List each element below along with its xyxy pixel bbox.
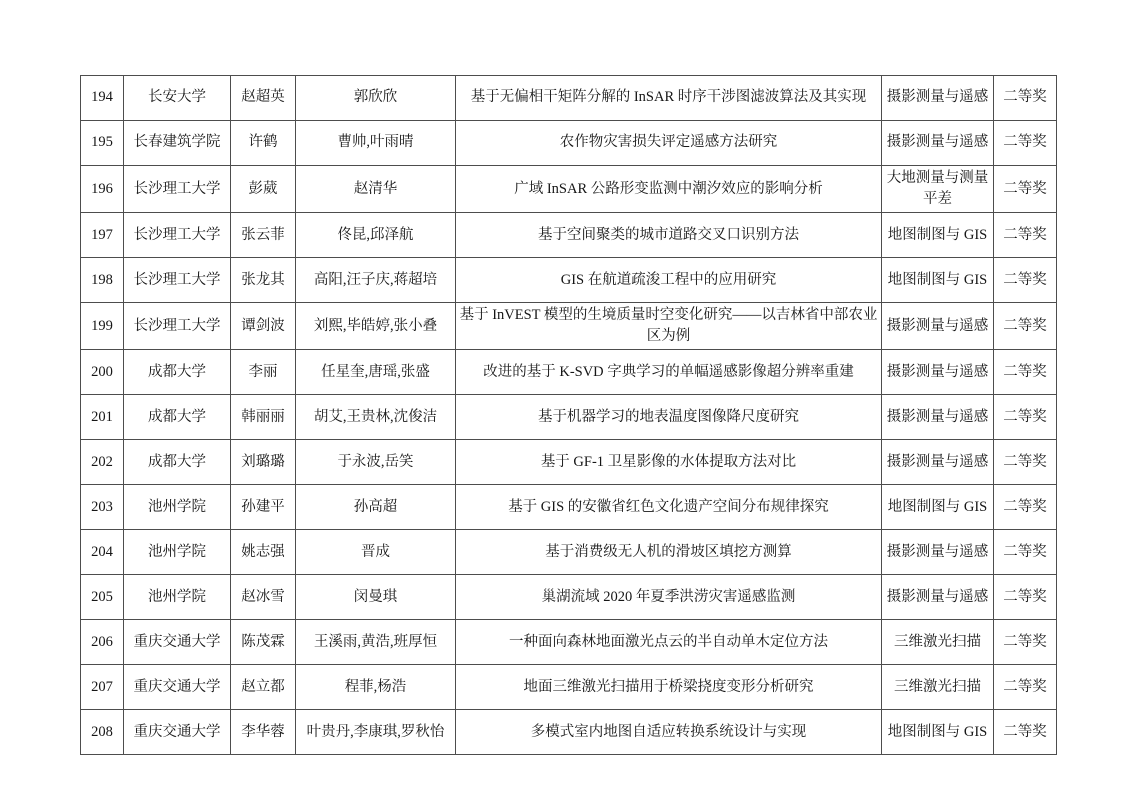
table-row [81,710,1057,755]
cell-entry-number: 208 [81,710,124,755]
cell-entry-number: 206 [81,620,124,665]
cell-category: 摄影测量与遥感 [882,76,994,121]
cell-award-level: 二等奖 [994,395,1057,440]
cell-author-name: 李华蓉 [231,710,296,755]
cell-team-members: 郭欣欣 [296,76,456,121]
cell-category: 摄影测量与遥感 [882,395,994,440]
cell-team-members: 曹帅,叶雨晴 [296,121,456,166]
table-row [81,395,1057,440]
cell-category: 三维激光扫描 [882,665,994,710]
cell-award-level: 二等奖 [994,620,1057,665]
cell-entry-number: 201 [81,395,124,440]
cell-author-name: 许鹤 [231,121,296,166]
cell-entry-number: 198 [81,258,124,303]
awards-table-body [81,76,1057,755]
table-row [81,258,1057,303]
table-row [81,665,1057,710]
cell-award-level: 二等奖 [994,76,1057,121]
cell-entry-number: 204 [81,530,124,575]
cell-award-level: 二等奖 [994,710,1057,755]
cell-university: 成都大学 [124,395,231,440]
cell-category: 地图制图与 GIS [882,258,994,303]
cell-author-name: 韩丽丽 [231,395,296,440]
cell-project-title: 多模式室内地图自适应转换系统设计与实现 [456,710,882,755]
cell-award-level: 二等奖 [994,665,1057,710]
cell-university: 重庆交通大学 [124,620,231,665]
cell-entry-number: 203 [81,485,124,530]
cell-award-level: 二等奖 [994,575,1057,620]
cell-project-title: 基于 GIS 的安徽省红色文化遗产空间分布规律探究 [456,485,882,530]
cell-project-title: 一种面向森林地面激光点云的半自动单木定位方法 [456,620,882,665]
table-row [81,213,1057,258]
cell-author-name: 刘璐璐 [231,440,296,485]
cell-project-title: 广域 InSAR 公路形变监测中潮汐效应的影响分析 [456,166,882,213]
cell-team-members: 孙高超 [296,485,456,530]
cell-award-level: 二等奖 [994,166,1057,213]
cell-project-title: 基于无偏相干矩阵分解的 InSAR 时序干涉图滤波算法及其实现 [456,76,882,121]
cell-team-members: 赵清华 [296,166,456,213]
cell-university: 长沙理工大学 [124,166,231,213]
cell-project-title: 改进的基于 K-SVD 字典学习的单幅遥感影像超分辨率重建 [456,350,882,395]
awards-table [80,75,1057,755]
cell-project-title: 基于 InVEST 模型的生境质量时空变化研究——以吉林省中部农业区为例 [456,303,882,350]
cell-category: 摄影测量与遥感 [882,530,994,575]
cell-author-name: 赵立都 [231,665,296,710]
cell-team-members: 闵曼琪 [296,575,456,620]
cell-author-name: 李丽 [231,350,296,395]
cell-category: 地图制图与 GIS [882,213,994,258]
cell-university: 重庆交通大学 [124,710,231,755]
cell-team-members: 于永波,岳笑 [296,440,456,485]
cell-university: 长春建筑学院 [124,121,231,166]
cell-category: 摄影测量与遥感 [882,575,994,620]
cell-award-level: 二等奖 [994,303,1057,350]
cell-university: 长安大学 [124,76,231,121]
cell-university: 池州学院 [124,575,231,620]
table-row [81,620,1057,665]
cell-team-members: 程菲,杨浩 [296,665,456,710]
cell-category: 地图制图与 GIS [882,485,994,530]
cell-project-title: 基于 GF-1 卫星影像的水体提取方法对比 [456,440,882,485]
table-row [81,303,1057,350]
cell-university: 成都大学 [124,440,231,485]
cell-university: 重庆交通大学 [124,665,231,710]
cell-award-level: 二等奖 [994,350,1057,395]
cell-author-name: 彭葳 [231,166,296,213]
cell-team-members: 胡艾,王贵林,沈俊洁 [296,395,456,440]
cell-category: 摄影测量与遥感 [882,121,994,166]
cell-entry-number: 196 [81,166,124,213]
cell-project-title: 基于机器学习的地表温度图像降尺度研究 [456,395,882,440]
cell-author-name: 张龙其 [231,258,296,303]
cell-entry-number: 195 [81,121,124,166]
cell-project-title: 基于空间聚类的城市道路交叉口识别方法 [456,213,882,258]
cell-entry-number: 194 [81,76,124,121]
cell-project-title: 农作物灾害损失评定遥感方法研究 [456,121,882,166]
cell-university: 成都大学 [124,350,231,395]
table-row [81,530,1057,575]
cell-category: 摄影测量与遥感 [882,440,994,485]
cell-category: 三维激光扫描 [882,620,994,665]
cell-team-members: 高阳,汪子庆,蒋超培 [296,258,456,303]
cell-author-name: 姚志强 [231,530,296,575]
cell-entry-number: 205 [81,575,124,620]
cell-university: 池州学院 [124,485,231,530]
table-row [81,575,1057,620]
cell-university: 长沙理工大学 [124,213,231,258]
cell-category: 摄影测量与遥感 [882,350,994,395]
cell-award-level: 二等奖 [994,485,1057,530]
cell-award-level: 二等奖 [994,440,1057,485]
cell-team-members: 王溪雨,黄浩,班厚恒 [296,620,456,665]
cell-author-name: 赵冰雪 [231,575,296,620]
cell-category: 大地测量与测量平差 [882,166,994,213]
cell-entry-number: 202 [81,440,124,485]
cell-entry-number: 200 [81,350,124,395]
cell-entry-number: 197 [81,213,124,258]
cell-team-members: 佟昆,邱泽航 [296,213,456,258]
cell-entry-number: 207 [81,665,124,710]
cell-award-level: 二等奖 [994,213,1057,258]
cell-team-members: 刘熙,毕皓婷,张小叠 [296,303,456,350]
cell-university: 长沙理工大学 [124,303,231,350]
cell-project-title: GIS 在航道疏浚工程中的应用研究 [456,258,882,303]
cell-project-title: 地面三维激光扫描用于桥梁挠度变形分析研究 [456,665,882,710]
table-row [81,485,1057,530]
cell-team-members: 晋成 [296,530,456,575]
cell-category: 摄影测量与遥感 [882,303,994,350]
cell-category: 地图制图与 GIS [882,710,994,755]
cell-author-name: 孙建平 [231,485,296,530]
cell-award-level: 二等奖 [994,530,1057,575]
cell-author-name: 谭剑波 [231,303,296,350]
cell-author-name: 陈茂霖 [231,620,296,665]
cell-award-level: 二等奖 [994,258,1057,303]
cell-entry-number: 199 [81,303,124,350]
cell-award-level: 二等奖 [994,121,1057,166]
cell-project-title: 基于消费级无人机的滑坡区填挖方测算 [456,530,882,575]
table-row [81,440,1057,485]
cell-university: 长沙理工大学 [124,258,231,303]
cell-author-name: 张云菲 [231,213,296,258]
cell-team-members: 任星奎,唐瑶,张盛 [296,350,456,395]
table-row [81,121,1057,166]
cell-author-name: 赵超英 [231,76,296,121]
cell-university: 池州学院 [124,530,231,575]
cell-team-members: 叶贵丹,李康琪,罗秋怡 [296,710,456,755]
table-row [81,166,1057,213]
table-row [81,350,1057,395]
table-row [81,76,1057,121]
cell-project-title: 巢湖流域 2020 年夏季洪涝灾害遥感监测 [456,575,882,620]
